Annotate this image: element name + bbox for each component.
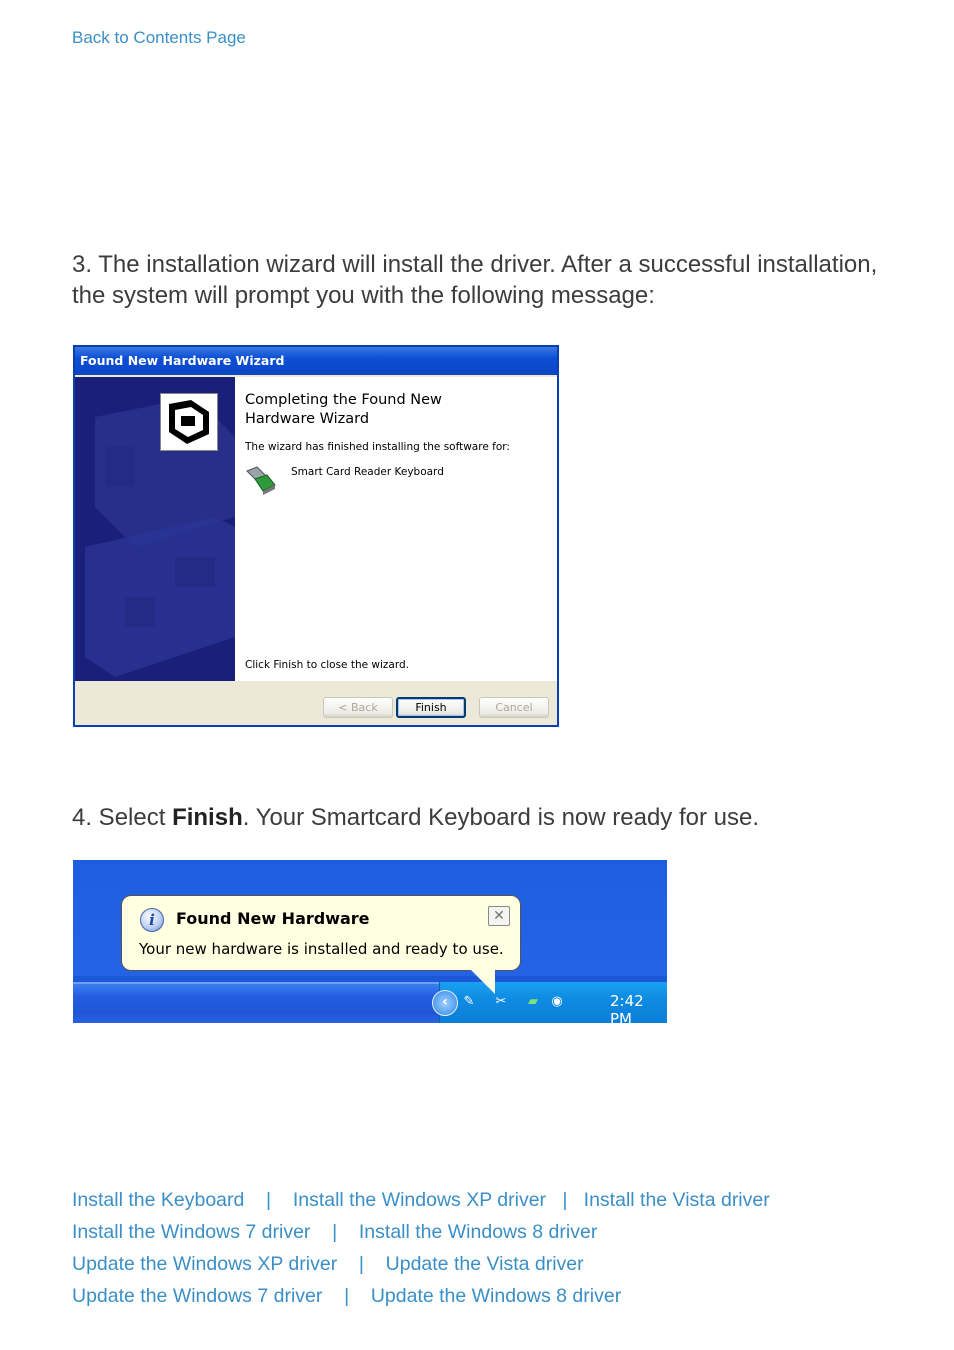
update-vista-link[interactable]: Update the Vista driver	[385, 1253, 584, 1275]
update-win8-link[interactable]: Update the Windows 8 driver	[370, 1285, 622, 1307]
nav-separator: |	[332, 1221, 338, 1243]
update-win7-link[interactable]: Update the Windows 7 driver	[72, 1285, 323, 1307]
finish-emphasis: Finish	[172, 804, 243, 831]
hardware-card-icon	[160, 393, 218, 451]
balloon-title: Found New Hardware	[176, 909, 370, 928]
step-3-text: 3. The installation wizard will install the driver. After a successful installation, the system will prompt you with the following message:	[72, 251, 878, 309]
balloon-tail	[469, 968, 495, 994]
wizard-body	[75, 377, 557, 681]
nav-row-3	[72, 1248, 770, 1280]
finish-button[interactable]: Finish	[396, 697, 466, 718]
back-button[interactable]: < Back	[323, 697, 393, 718]
bottom-navigation	[72, 1184, 770, 1312]
taskbar-notification-screenshot	[73, 860, 667, 1023]
install-win7-link[interactable]: Install the Windows 7 driver	[72, 1221, 311, 1243]
step-4-text: 4. Select Finish. Your Smartcard Keyboard is now ready for use.	[72, 804, 760, 831]
back-to-contents-link[interactable]: Back to Contents Page	[72, 28, 246, 47]
nav-row-4	[72, 1280, 770, 1312]
install-vista-link[interactable]: Install the Vista driver	[583, 1189, 770, 1211]
install-keyboard-link[interactable]: Install the Keyboard	[72, 1189, 245, 1211]
balloon-message: Your new hardware is installed and ready to use.	[139, 940, 504, 958]
nav-separator: |	[344, 1285, 350, 1307]
nav-separator: |	[266, 1189, 272, 1211]
wizard-finished-text: The wizard has finished installing the software for:	[245, 441, 510, 453]
install-win8-link[interactable]: Install the Windows 8 driver	[358, 1221, 598, 1243]
notification-balloon[interactable]	[121, 895, 521, 971]
network-icon[interactable]: ✎	[463, 994, 475, 1009]
nav-row-2	[72, 1216, 770, 1248]
wizard-side-banner	[75, 377, 235, 681]
info-icon: i	[140, 908, 164, 932]
wizard-heading: Completing the Found New Hardware Wizard	[245, 392, 442, 427]
wizard-titlebar: Found New Hardware Wizard	[75, 347, 557, 375]
nav-row-1	[72, 1184, 770, 1216]
install-xp-link[interactable]: Install the Windows XP driver	[292, 1189, 547, 1211]
wizard-footer	[75, 683, 557, 725]
hardware-plug-icon[interactable]: ✂	[495, 994, 507, 1009]
nav-separator: |	[562, 1189, 568, 1211]
smart-card-reader-icon	[243, 465, 279, 497]
update-xp-link[interactable]: Update the Windows XP driver	[72, 1253, 338, 1275]
nav-separator: |	[358, 1253, 364, 1275]
show-hidden-icons-icon[interactable]: ‹	[432, 990, 458, 1016]
tray-clock: 2:42 PM	[610, 992, 644, 1023]
device-name: Smart Card Reader Keyboard	[291, 466, 444, 478]
status-icon[interactable]: ◉	[551, 994, 563, 1009]
close-icon[interactable]: ✕	[488, 906, 510, 926]
hardware-wizard-window	[73, 345, 559, 727]
display-icon[interactable]: ▰	[528, 994, 538, 1009]
wizard-close-hint: Click Finish to close the wizard.	[245, 659, 410, 671]
cancel-button[interactable]: Cancel	[479, 697, 549, 718]
